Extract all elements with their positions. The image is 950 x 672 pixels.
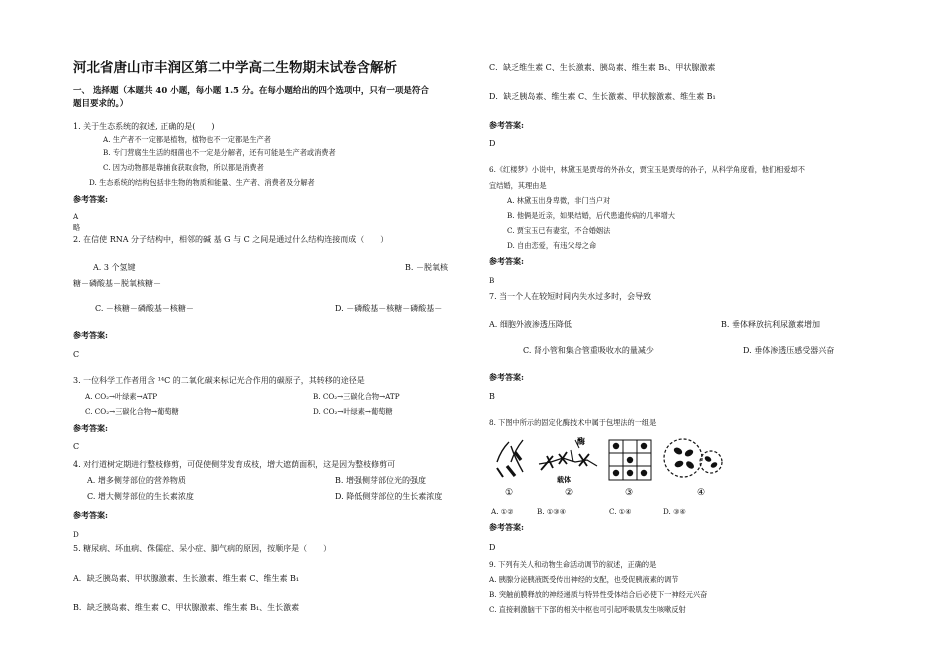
q1-option-b: B. 专门营腐生生活的细菌也不一定是分解者，还有可能是生产者或消费者 (103, 148, 336, 157)
section-heading-line2: 题目要求的。） (73, 99, 129, 109)
q3-stem: 3. 一位科学工作者用含 ¹⁴C 的二氧化碳来标记光合作用的碳原子，其转移的途径是 (73, 376, 365, 385)
q6-stem-line2: 宜结婚，其理由是 (489, 181, 547, 190)
q5-answer: D (489, 139, 496, 148)
q8-option-c: C. ①④ (609, 507, 632, 516)
q3-answer: C (73, 442, 80, 451)
q6-option-a: A. 林黛玉出身卑微，非门当户对 (507, 196, 611, 205)
q6-stem-line1: 6.《红楼梦》小说中，林黛玉是贾母的外孙女，贾宝玉是贾母的孙子，从科学角度看，他们相爱却不 (489, 165, 805, 174)
q4-answer: D (73, 530, 79, 539)
q5-answer-label: 参考答案: (489, 120, 524, 130)
q2-answer-label: 参考答案: (73, 330, 108, 340)
q8-answer-label: 参考答案: (489, 522, 524, 532)
q8-option-d: D. ③④ (663, 507, 686, 516)
figure-label-enzyme: 酶 (577, 436, 585, 446)
q1-note: 略 (73, 223, 81, 232)
q9-option-b: B. 突触前膜释放的神经递质与特异性受体结合后必使下一神经元兴奋 (489, 590, 708, 599)
q6-option-c: C. 贾宝玉已有妻室，不合婚姻法 (507, 226, 611, 235)
q4-answer-label: 参考答案: (73, 510, 108, 520)
q3-option-a: A. CO₂→叶绿素→ATP (85, 392, 158, 401)
q1-answer-label: 参考答案: (73, 194, 108, 204)
q7-answer-label: 参考答案: (489, 372, 524, 382)
q8-option-a: A. ①② (491, 507, 514, 516)
section-heading-line1: 一、 选择题（本题共 40 小题，每小题 1.5 分。在每小题给出的四个选项中，只有一项是符合 (73, 86, 429, 96)
q4-option-d: D. 降低侧芽部位的生长素浓度 (335, 492, 443, 501)
q3-option-c: C. CO₂→三碳化合物→葡萄糖 (85, 407, 179, 416)
q8-stem: 8. 下图中所示的固定化酶技术中属于包埋法的一组是 (489, 418, 657, 427)
figure-panel-2 (539, 440, 597, 470)
q3-option-d: D. CO₂→叶绿素→葡萄糖 (313, 407, 393, 416)
figure-number-2: ② (565, 488, 574, 498)
q3-option-b: B. CO₂→三碳化合物→ATP (313, 392, 400, 401)
q6-option-d: D. 自由恋爱，有违父母之命 (507, 241, 597, 250)
q7-option-a: A. 细胞外液渗透压降低 (489, 320, 572, 329)
q6-option-b: B. 他俩是近亲，如果结婚，后代患遗传病的几率增大 (507, 211, 675, 220)
q7-option-c: C. 肾小管和集合管重吸收水的量减少 (523, 346, 654, 355)
q5-option-c: C．缺乏维生素 C、生长激素、胰岛素、维生素 B₁、甲状腺激素 (489, 63, 716, 72)
q2-option-a: A. 3 个氢键 (93, 263, 136, 272)
q2-option-d: D. －磷酸基－核糖－磷酸基－ (335, 304, 443, 313)
q1-option-a: A. 生产者不一定都是植物，植物也不一定都是生产者 (103, 135, 271, 144)
figure-number-3: ③ (625, 488, 634, 498)
q1-stem: 1. 关于生态系统的叙述, 正确的是( ) (73, 122, 215, 131)
figure-number-4: ④ (697, 488, 706, 498)
q6-answer: B (489, 276, 495, 285)
q1-option-c: C. 因为动物都是靠捕食获取食物，所以都是消费者 (103, 163, 264, 172)
q4-option-c: C. 增大侧芽部位的生长素浓度 (87, 492, 194, 501)
q4-option-a: A. 增多侧芽部位的营养物质 (87, 476, 186, 485)
q7-stem: 7. 当一个人在较短时间内失水过多时，会导致 (489, 292, 652, 301)
q3-answer-label: 参考答案: (73, 423, 108, 433)
q5-option-d: D．缺乏胰岛素、维生素 C、生长激素、甲状腺激素、维生素 B₁ (489, 92, 716, 101)
q2-option-b: B. －脱氧核 (405, 263, 448, 272)
q1-answer: A (73, 212, 79, 221)
figure-panel-3 (609, 440, 651, 480)
q2-option-c: C. －核糖－磷酸基－核糖－ (95, 304, 194, 313)
q7-option-b: B. 垂体释放抗利尿激素增加 (721, 320, 820, 329)
q7-option-d: D. 垂体渗透压感受器兴奋 (743, 346, 835, 355)
figure-label-carrier: 载体 (557, 475, 571, 484)
q2-answer: C (73, 350, 80, 359)
q2-option-b-cont: 糖－磷酸基－脱氧核糖－ (73, 279, 161, 288)
q8-answer: D (489, 543, 496, 552)
q1-option-d: D. 生态系统的结构包括非生物的物质和能量、生产者、消费者及分解者 (89, 178, 315, 187)
immobilized-enzyme-figure (493, 432, 725, 502)
q2-stem: 2. 在信使 RNA 分子结构中，相邻的碱 基 G 与 C 之间是通过什么结构连接而成（ ） (73, 235, 389, 244)
q7-answer: B (489, 392, 495, 401)
q5-option-a: A．缺乏胰岛素、甲状腺激素、生长激素、维生素 C、维生素 B₁ (73, 574, 300, 583)
q5-stem: 5. 糖尿病、坏血病、侏儒症、呆小症、脚气病的原因，按顺序是（ ） (73, 544, 332, 553)
q8-option-b: B. ①③④ (537, 507, 567, 516)
q6-answer-label: 参考答案: (489, 256, 524, 266)
figure-number-1: ① (505, 488, 514, 498)
q4-option-b: B. 增强侧芽部位光的强度 (335, 476, 426, 485)
q9-stem: 9. 下列有关人和动物生命活动调节的叙述，正确的是 (489, 560, 657, 569)
q5-option-b: B．缺乏胰岛素、维生素 C、甲状腺激素、维生素 B₁、生长激素 (73, 603, 300, 612)
figure-panel-4 (664, 439, 722, 477)
q9-option-a: A. 胰腺分泌胰液既受传出神经的支配，也受促胰液素的调节 (489, 575, 679, 584)
page-title: 河北省唐山市丰润区第二中学高二生物期末试卷含解析 (73, 60, 397, 76)
q4-stem: 4. 对行道树定期进行整枝修剪，可促使侧芽发育成枝，增大遮荫面积，这是因为整枝修剪可 (73, 460, 396, 469)
q9-option-c: C. 直接刺激脑干下部的相关中枢也可引起呼吸肌发生咳嗽反射 (489, 605, 686, 614)
figure-panel-1 (497, 440, 523, 477)
